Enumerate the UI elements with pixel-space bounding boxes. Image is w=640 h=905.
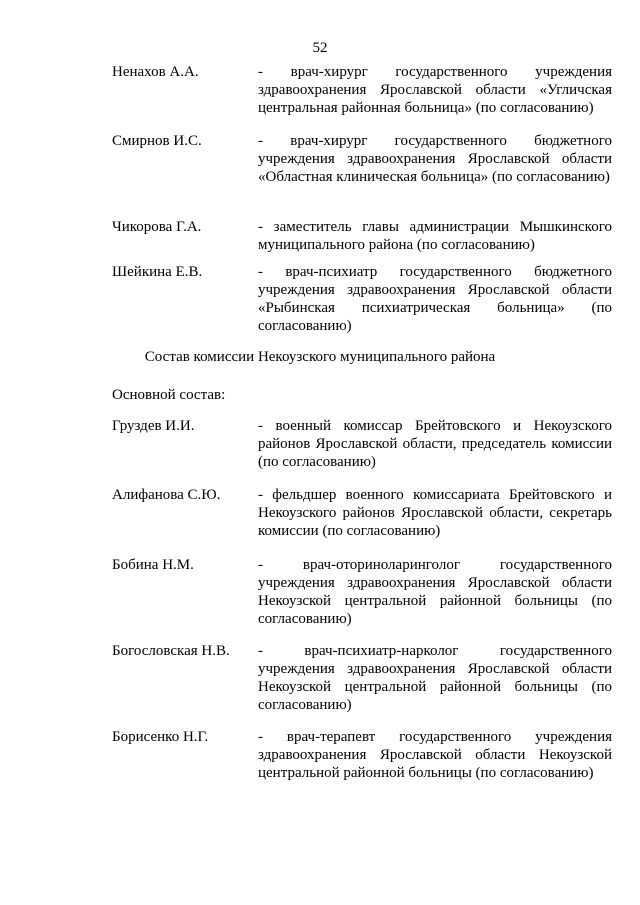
member-name: Бобина Н.М. (112, 557, 194, 573)
member-description: - врач-терапевт государственного учреждения здравоохранения Ярославской области Некоузской центральной районной больницы (по согласованию) (258, 729, 612, 781)
member-name: Груздев И.И. (112, 418, 195, 434)
member-name: Богословская Н.В. (112, 643, 230, 659)
member-description: - военный комиссар Брейтовского и Некоузского районов Ярославской области, председатель комиссии (по согласованию) (258, 418, 612, 470)
subheading: Основной состав: (112, 387, 226, 403)
member-name: Ненахов А.А. (112, 64, 199, 80)
member-name: Борисенко Н.Г. (112, 729, 209, 745)
member-name: Чикорова Г.А. (112, 219, 202, 235)
member-name: Смирнов И.С. (112, 133, 202, 149)
member-description: - врач-хирург государственного учреждения здравоохранения Ярославской области «Угличская центральная районная больница» (по согласованию) (258, 64, 612, 116)
member-description: - врач-хирург государственного бюджетного учреждения здравоохранения Ярославской области «Областная клиническая больница» (по согласованию) (258, 133, 612, 185)
member-description: - врач-психиатр-нарколог государственного учреждения здравоохранения Ярославской области Некоузской центральной районной больницы (по согласованию) (258, 643, 612, 713)
page-number: 52 (312, 40, 328, 56)
member-description: - фельдшер военного комиссариата Брейтовского и Некоузского районов Ярославской области, секретарь комиссии (по согласованию) (258, 487, 612, 539)
member-description: - заместитель главы администрации Мышкинского муниципального района (по согласованию) (258, 219, 612, 253)
member-description: - врач-психиатр государственного бюджетного учреждения здравоохранения Ярославской области «Рыбинская психиатрическая больница» (по согласованию) (258, 264, 612, 334)
member-name: Шейкина Е.В. (112, 264, 203, 280)
section-heading: Состав комиссии Некоузского муниципального района (144, 349, 496, 365)
member-name: Алифанова С.Ю. (112, 487, 221, 503)
member-description: - врач-оториноларинголог государственного учреждения здравоохранения Ярославской области Некоузской центральной районной больницы (по согласованию) (258, 557, 612, 627)
